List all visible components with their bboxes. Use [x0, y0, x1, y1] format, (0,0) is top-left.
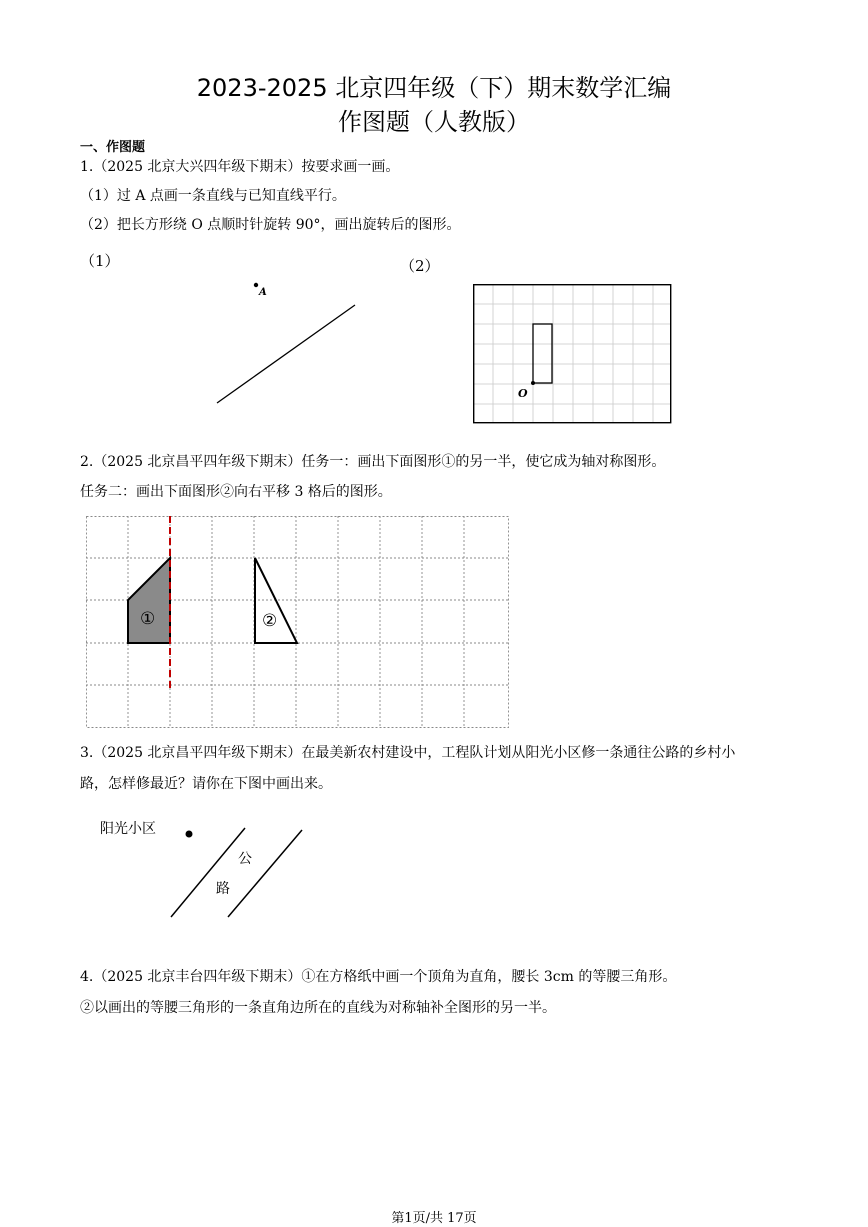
page-number: 第1页/共 17页: [391, 1211, 477, 1226]
question-4-line-1: 4.（2025 北京丰台四年级下期末）①在方格纸中画一个顶角为直角，腰长 3cm 的等腰三角形。: [80, 969, 677, 985]
shape-2-label: ②: [262, 611, 278, 631]
shape-1-label: ①: [140, 609, 156, 629]
road-label-1: 公: [238, 851, 252, 867]
sunshine-community-label: 阳光小区: [100, 821, 156, 837]
figure-2-label: （2）: [400, 257, 440, 275]
road-label-2: 路: [216, 881, 230, 897]
point-o-label: O: [518, 387, 528, 400]
road-edge-left: [171, 828, 245, 917]
question-3-line-1: 3.（2025 北京昌平四年级下期末）在最美新农村建设中，工程队计划从阳光小区修一条通往公路的乡村小: [80, 745, 736, 761]
document-title-line-1: 2023-2025 北京四年级（下）期末数学汇编: [196, 74, 672, 102]
question-4-line-2: ②以画出的等腰三角形的一条直角边所在的直线为对称轴补全图形的另一半。: [80, 1000, 556, 1016]
question-2-line-1: 2.（2025 北京昌平四年级下期末）任务一：画出下面图形①的另一半，使它成为轴对称图形。: [80, 454, 666, 470]
figure-1-label: （1）: [80, 252, 120, 270]
road-edge-right: [228, 830, 302, 917]
point-a-label: A: [259, 287, 267, 298]
question-1-line-3: （2）把长方形绕 O 点顺时针旋转 90°，画出旋转后的图形。: [80, 217, 461, 233]
question-3-line-2: 路，怎样修最近？请你在下图中画出来。: [80, 776, 332, 792]
community-dot: [186, 831, 193, 838]
question-2-line-2: 任务二：画出下面图形②向右平移 3 格后的图形。: [80, 484, 392, 500]
section-heading: 一、作图题: [80, 140, 146, 155]
question-1-line-2: （1）过 A 点画一条直线与已知直线平行。: [80, 188, 346, 204]
question-1-line-1: 1.（2025 北京大兴四年级下期末）按要求画一画。: [80, 159, 400, 175]
document-title-line-2: 作图题（人教版）: [338, 108, 530, 136]
